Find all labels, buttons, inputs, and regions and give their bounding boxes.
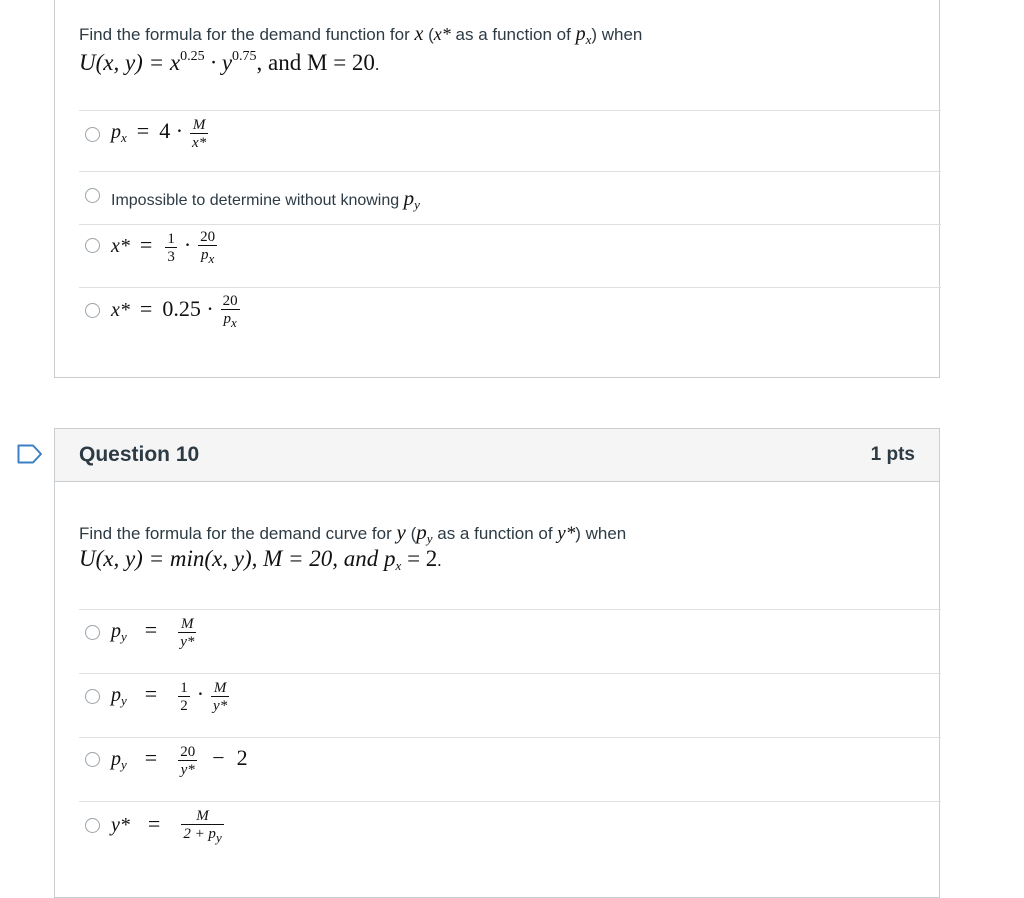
fraction bbox=[181, 808, 223, 847]
question-header bbox=[55, 429, 939, 482]
eq-minus: − bbox=[212, 745, 225, 771]
radio-button[interactable] bbox=[85, 689, 100, 704]
numerator: M bbox=[178, 616, 196, 633]
eq-sub: y bbox=[121, 757, 127, 773]
eq-coef: 0.25 · bbox=[162, 296, 214, 322]
answer-equation bbox=[111, 293, 243, 332]
prompt-text: ( bbox=[428, 25, 434, 44]
question-title: Question 10 bbox=[79, 443, 200, 466]
denominator: p bbox=[201, 247, 209, 263]
math-p: p bbox=[575, 23, 586, 45]
numerator: 20 bbox=[200, 229, 216, 245]
answer-option[interactable] bbox=[79, 111, 939, 171]
eq-sign: = bbox=[144, 617, 158, 643]
fraction bbox=[211, 680, 229, 715]
denominator: 3 bbox=[167, 249, 175, 265]
answer-equation bbox=[111, 744, 248, 779]
eq-lhs: x* bbox=[111, 235, 130, 258]
radio-button[interactable] bbox=[85, 625, 100, 640]
math-sub: y bbox=[414, 197, 420, 212]
math-sub: x bbox=[585, 32, 592, 47]
eq-sign: = bbox=[144, 745, 158, 771]
prompt-text: ) when bbox=[591, 25, 643, 44]
question-9-prompt bbox=[79, 23, 642, 79]
eq-const: 2 bbox=[236, 745, 248, 771]
eq-lhs: x* bbox=[111, 299, 130, 322]
eq-sub: y bbox=[121, 629, 127, 645]
numerator: 1 bbox=[167, 231, 175, 247]
period: . bbox=[437, 551, 442, 570]
prompt-text: Find the formula for the demand curve for bbox=[79, 524, 392, 543]
answer-option[interactable] bbox=[79, 802, 939, 862]
fraction bbox=[178, 680, 190, 715]
answer-equation bbox=[111, 808, 227, 847]
question-10-prompt bbox=[79, 520, 626, 576]
prompt-text: as a function of bbox=[455, 25, 571, 44]
denominator: y* bbox=[213, 698, 228, 714]
radio-button[interactable] bbox=[85, 188, 100, 203]
utility-text: , and M = 20 bbox=[256, 50, 375, 75]
numerator: 20 bbox=[222, 293, 238, 309]
eq-dot: · bbox=[196, 681, 205, 707]
answer-equation bbox=[111, 229, 220, 268]
eq-lhs: p bbox=[111, 620, 121, 643]
prompt-text: Find the formula for the demand function for bbox=[79, 25, 410, 44]
answer-text bbox=[111, 186, 420, 213]
eq-lhs: y* bbox=[111, 814, 130, 837]
denominator: p bbox=[223, 311, 231, 327]
numerator: M bbox=[190, 117, 208, 134]
eq-dot: · bbox=[183, 232, 192, 258]
utility-equation bbox=[79, 546, 626, 576]
exponent: 0.75 bbox=[232, 49, 257, 64]
eq-sub: y bbox=[215, 830, 222, 845]
eq-sign: = bbox=[139, 232, 153, 258]
eq-coef: 4 · bbox=[159, 118, 184, 144]
denominator: y* bbox=[180, 762, 195, 778]
math-y: y bbox=[396, 520, 406, 544]
eq-sub: y bbox=[121, 693, 127, 709]
utility-equation bbox=[79, 49, 642, 79]
radio-button[interactable] bbox=[85, 238, 100, 253]
math-x: x bbox=[414, 23, 424, 45]
eq-sub: x bbox=[121, 130, 127, 146]
question-9-card bbox=[54, 0, 940, 378]
fraction bbox=[190, 117, 208, 152]
numerator: 1 bbox=[180, 680, 188, 696]
utility-text: = 2 bbox=[401, 546, 438, 571]
radio-button[interactable] bbox=[85, 818, 100, 833]
fraction bbox=[178, 744, 197, 779]
prompt-text: ( bbox=[410, 524, 417, 543]
prompt-text: ) when bbox=[575, 524, 627, 543]
answer-option[interactable] bbox=[79, 225, 939, 285]
fraction bbox=[178, 616, 196, 651]
answer-equation bbox=[111, 117, 211, 152]
eq-sign: = bbox=[136, 118, 150, 144]
math-sub: y bbox=[426, 531, 433, 546]
fraction bbox=[221, 293, 240, 332]
eq-lhs: p bbox=[111, 748, 121, 771]
eq-sub: x bbox=[231, 315, 237, 330]
answer-option[interactable] bbox=[79, 674, 939, 734]
utility-text: U(x, y) = x bbox=[79, 50, 181, 75]
utility-text: U(x, y) = min(x, y), M = 20, and p bbox=[79, 546, 396, 571]
prompt-text: as a function of bbox=[437, 524, 553, 543]
eq-lhs: p bbox=[111, 121, 121, 144]
fraction bbox=[198, 229, 217, 268]
bookmark-flag-icon[interactable] bbox=[17, 444, 43, 469]
math-p: p bbox=[416, 520, 427, 544]
radio-button[interactable] bbox=[85, 127, 100, 142]
answer-option[interactable] bbox=[79, 172, 939, 232]
eq-sign: = bbox=[147, 811, 161, 837]
eq-lhs: p bbox=[111, 684, 121, 707]
eq-sub: x bbox=[208, 251, 215, 266]
math-sub: x bbox=[395, 558, 402, 573]
question-points: 1 pts bbox=[870, 444, 915, 465]
answer-equation bbox=[111, 616, 199, 651]
question-10-card bbox=[54, 428, 940, 898]
denominator: 2 bbox=[180, 698, 188, 714]
numerator: 20 bbox=[180, 744, 196, 760]
math-xstar: x* bbox=[433, 24, 451, 44]
denominator: y* bbox=[180, 634, 195, 650]
radio-button[interactable] bbox=[85, 752, 100, 767]
exponent: 0.25 bbox=[180, 49, 205, 64]
eq-sign: = bbox=[139, 296, 153, 322]
answer-option[interactable] bbox=[79, 738, 939, 798]
numerator: M bbox=[181, 808, 223, 825]
utility-text: · y bbox=[204, 50, 233, 75]
answer-option[interactable] bbox=[79, 610, 939, 670]
denominator: 2 + p bbox=[183, 826, 216, 842]
radio-button[interactable] bbox=[85, 303, 100, 318]
math-p: p bbox=[403, 186, 415, 210]
answer-equation bbox=[111, 680, 232, 715]
answer-label: Impossible to determine without knowing bbox=[111, 192, 400, 209]
math-ystar: y* bbox=[557, 523, 576, 544]
answer-option[interactable] bbox=[79, 288, 939, 348]
eq-sign: = bbox=[144, 681, 158, 707]
fraction bbox=[165, 231, 177, 266]
period: . bbox=[374, 55, 380, 74]
denominator: x* bbox=[192, 135, 207, 151]
numerator: M bbox=[211, 680, 229, 697]
